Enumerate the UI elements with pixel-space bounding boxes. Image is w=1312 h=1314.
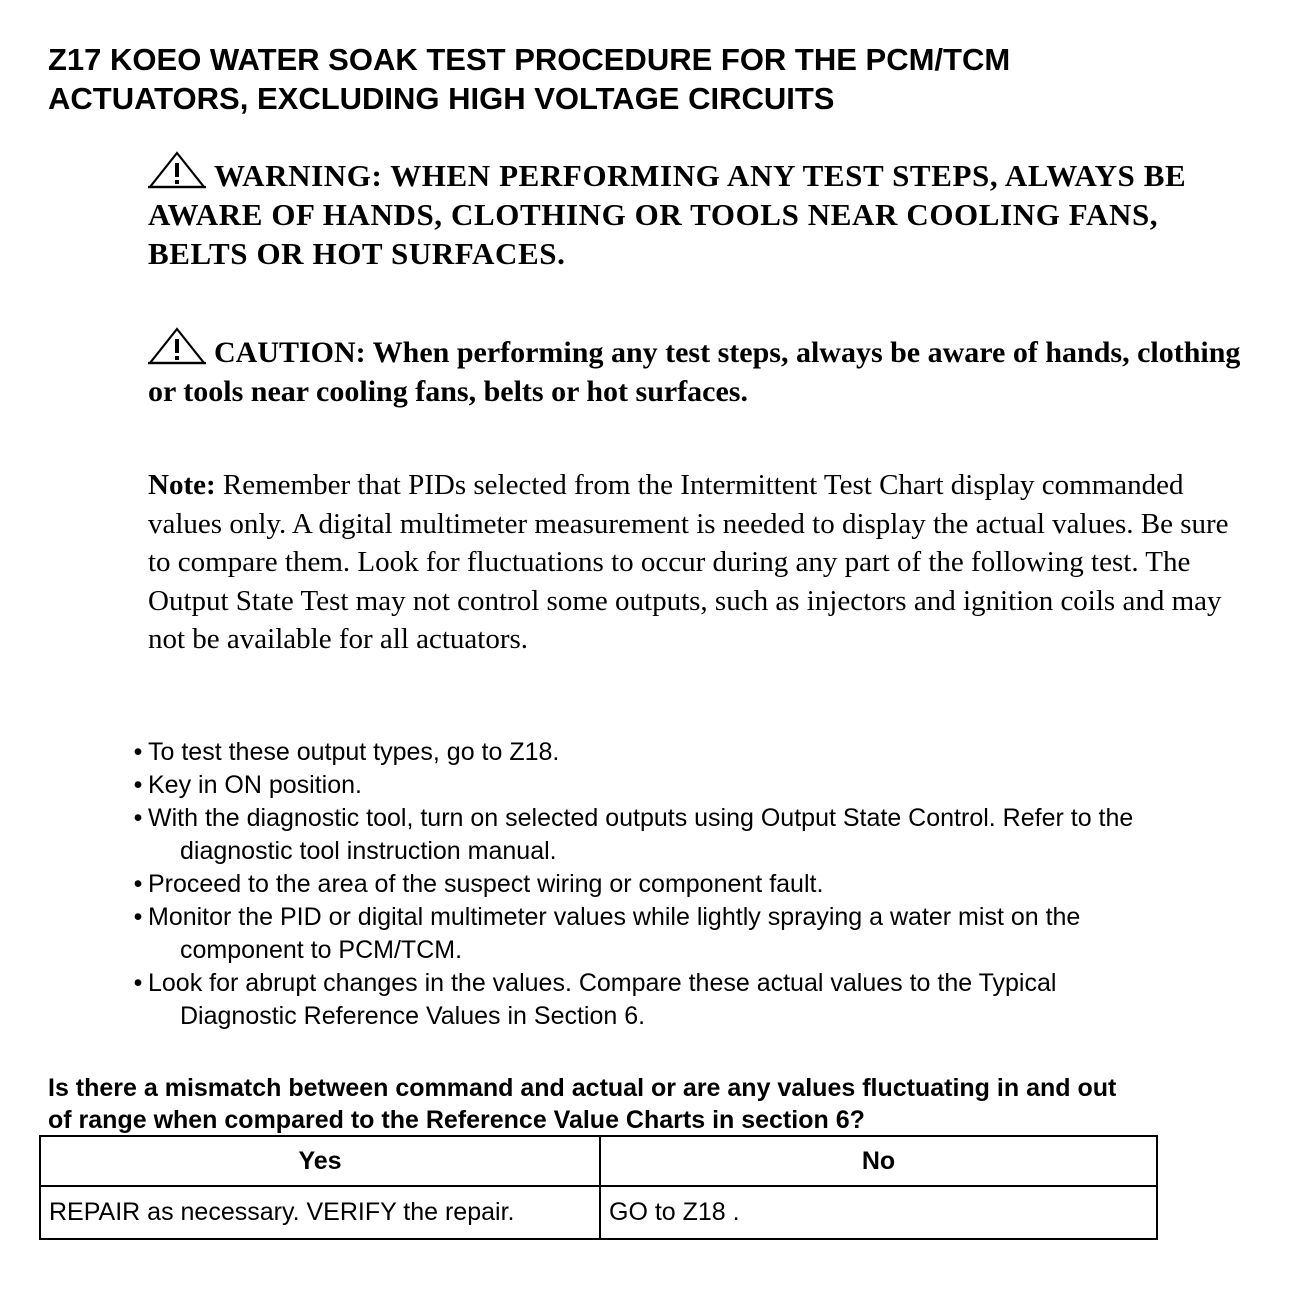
question-line-2: of range when compared to the Reference Value Charts in section 6? <box>48 1106 865 1134</box>
step-item <box>128 868 1268 901</box>
caution-triangle-icon <box>148 326 206 366</box>
step-text: Look for abrupt changes in the values. Compare these actual values to the Typical <box>148 969 1057 997</box>
warning-block <box>148 150 1248 273</box>
step-text-continued: diagnostic tool instruction manual. <box>180 837 557 865</box>
yes-action: REPAIR as necessary. VERIFY the repair. <box>40 1186 600 1239</box>
bullet-icon: • <box>133 771 143 799</box>
note-block <box>148 466 1248 659</box>
warning-triangle-icon <box>148 150 206 190</box>
step-text: Key in ON position. <box>148 771 362 799</box>
step-item <box>128 967 1268 1033</box>
bullet-icon: • <box>133 969 143 997</box>
table-header-row <box>40 1136 1157 1186</box>
caution-text: CAUTION: When performing any test steps, always be aware of hands, clothing or tools near cooling fans, belts or hot surfaces. <box>148 336 1241 408</box>
step-item <box>128 802 1268 868</box>
bullet-icon: • <box>133 804 143 832</box>
step-item <box>128 736 1268 769</box>
answer-table <box>39 1135 1158 1240</box>
step-text-continued: component to PCM/TCM. <box>180 936 463 964</box>
question-line-1: Is there a mismatch between command and actual or are any values fluctuating in and out <box>48 1074 1117 1102</box>
caution-block <box>148 326 1258 411</box>
step-text: Proceed to the area of the suspect wiring or component fault. <box>148 870 824 898</box>
note-label: Note: <box>148 469 216 501</box>
decision-question <box>48 1072 1268 1136</box>
step-text: To test these output types, go to Z18. <box>148 738 560 766</box>
bullet-icon: • <box>133 738 143 766</box>
no-action[interactable]: GO to Z18 . <box>600 1186 1157 1239</box>
no-header: No <box>600 1136 1157 1186</box>
warning-text: WARNING: WHEN PERFORMING ANY TEST STEPS, ALWAYS BE AWARE OF HANDS, CLOTHING OR TOOLS NEAR COOLING FANS, BELTS OR HOT SURFACES. <box>148 158 1187 271</box>
step-text: Monitor the PID or digital multimeter values while lightly spraying a water mist on the <box>148 903 1081 931</box>
yes-header: Yes <box>40 1136 600 1186</box>
bullet-icon: • <box>133 903 143 931</box>
page-title <box>48 40 1248 118</box>
procedure-steps <box>128 736 1268 1033</box>
table-row <box>40 1186 1157 1239</box>
step-text-continued: Diagnostic Reference Values in Section 6. <box>180 1002 646 1030</box>
title-line-1: Z17 KOEO WATER SOAK TEST PROCEDURE FOR THE PCM/TCM <box>48 42 1011 77</box>
bullet-icon: • <box>133 870 143 898</box>
step-item <box>128 769 1268 802</box>
step-item <box>128 901 1268 967</box>
step-text: With the diagnostic tool, turn on selected outputs using Output State Control. Refer to the <box>148 804 1134 832</box>
note-text: Remember that PIDs selected from the Intermittent Test Chart display commanded values only. A digital multimeter measurement is needed to display the actual values. Be sure to compare them. Look for fluctuations to occur during any part of the following test. The Output State Test may not control some outputs, such as injectors and ignition coils and may not be available for all actuators. <box>148 469 1229 655</box>
title-line-2: ACTUATORS, EXCLUDING HIGH VOLTAGE CIRCUITS <box>48 81 835 116</box>
